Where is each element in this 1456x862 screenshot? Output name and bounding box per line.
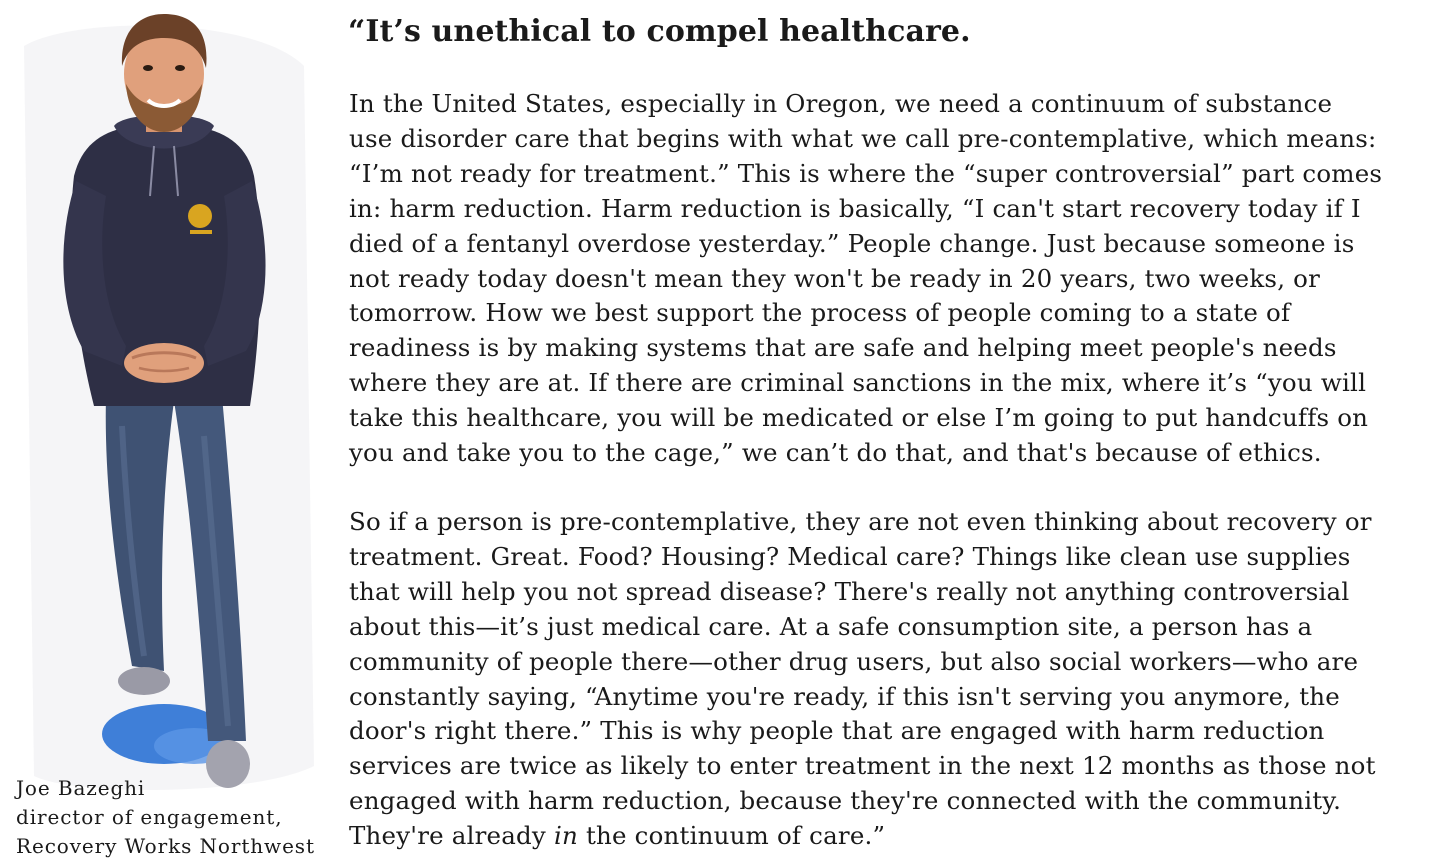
paragraph-line: services are twice as likely to enter treatment in the next 12 months as those not [349, 751, 1376, 781]
emphasis-in: in [553, 821, 578, 851]
paragraph-line: “I’m not ready for treatment.” This is where the “super controversial” part comes [349, 158, 1383, 188]
hands [124, 343, 204, 383]
portrait-caption [16, 774, 336, 861]
paragraph-line: In the United States, especially in Oregon, we need a continuum of substance [349, 89, 1333, 118]
paragraph-line: died of a fentanyl overdose yesterday.” People change. Just because someone is [349, 228, 1355, 258]
paragraph-line: tomorrow. How we best support the process of people coming to a state of [349, 298, 1291, 328]
caption-title: director of engagement, [16, 805, 283, 829]
paragraph-line: about this—it’s just medical care. At a safe consumption site, a person has a [349, 611, 1313, 641]
paragraph-line: not ready today doesn't mean they won't be ready in 20 years, two weeks, or [349, 263, 1321, 293]
quote-headline: “It’s unethical to compel healthcare. [348, 14, 971, 49]
paragraph-line: community of people there—other drug users, but also social workers—who are [349, 646, 1359, 676]
caption-name: Joe Bazeghi [16, 776, 146, 800]
paragraph-line: where they are at. If there are criminal sanctions in the mix, where it’s “you will [349, 368, 1367, 398]
paragraph-line: constantly saying, “Anytime you're ready, if this isn't serving you anymore, the [349, 681, 1340, 711]
paragraph-line: treatment. Great. Food? Housing? Medical care? Things like clean use supplies [349, 541, 1351, 571]
paragraph-line: door's right there.” This is why people that are engaged with harm reduction [349, 716, 1325, 746]
left-shoe [118, 667, 170, 695]
paragraph-last-line [349, 819, 1376, 854]
quote-paragraph-1 [349, 87, 1382, 471]
last-line-after: the continuum of care.” [577, 821, 886, 851]
portrait-illustration [14, 6, 314, 796]
caption-organization: Recovery Works Northwest [16, 834, 315, 858]
paragraph-line: So if a person is pre-contemplative, they are not even thinking about recovery or [349, 507, 1372, 536]
paragraph-line: that will help you not spread disease? There's really not anything controversial [349, 576, 1350, 606]
hoodie-logo [188, 204, 212, 228]
last-line-before: They're already [349, 821, 554, 851]
paragraph-line: engaged with harm reduction, because they're connected with the community. [349, 786, 1342, 816]
paragraph-line: you and take you to the cage,” we can’t do that, and that's because of ethics. [349, 438, 1322, 468]
paragraph-line: use disorder care that begins with what we call pre-contemplative, which means: [349, 123, 1377, 153]
paragraph-line: in: harm reduction. Harm reduction is basically, “I can't start recovery today if I [349, 193, 1361, 223]
quote-paragraph-2 [349, 505, 1376, 854]
paragraph-line: take this healthcare, you will be medicated or else I’m going to put handcuffs on [349, 403, 1369, 433]
paragraph-line: readiness is by making systems that are safe and helping meet people's needs [349, 333, 1337, 363]
